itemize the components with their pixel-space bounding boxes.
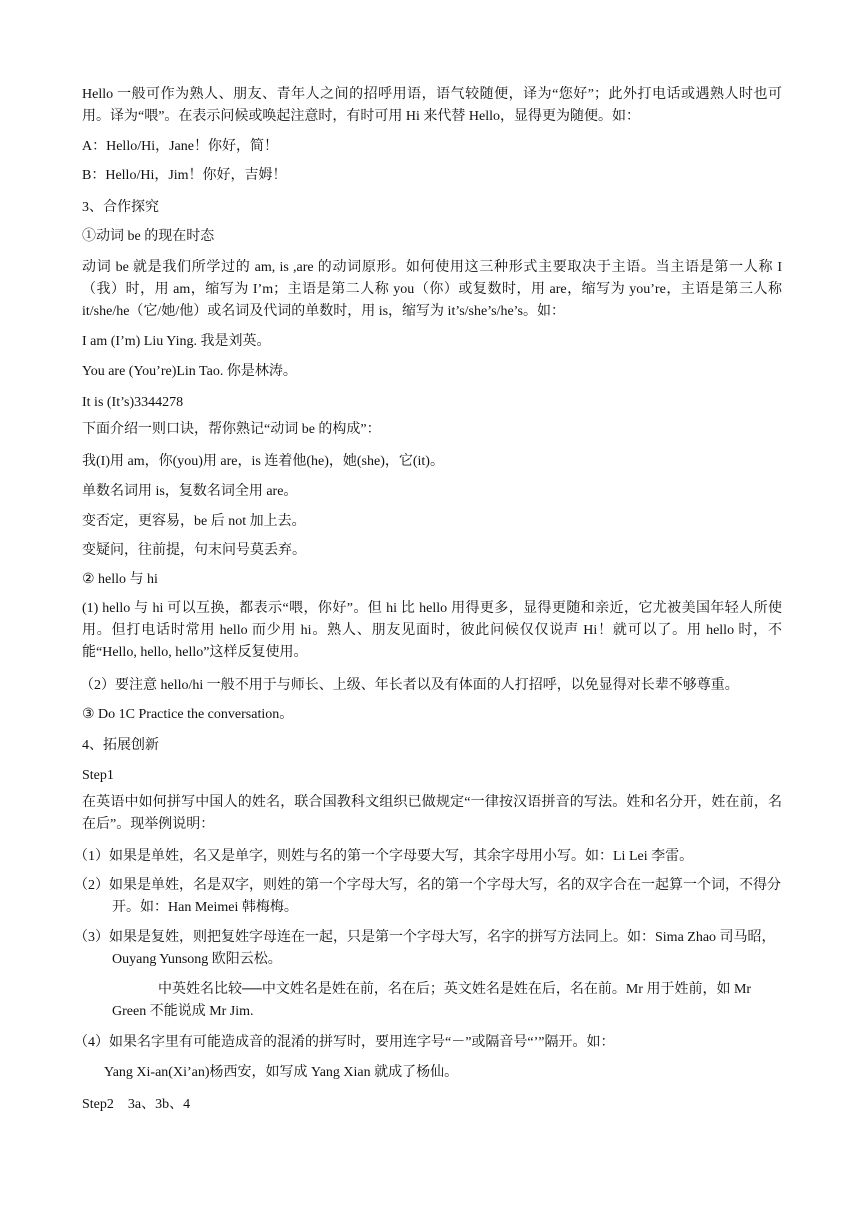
be-example-1: I am (I’m) Liu Ying. 我是刘英。 <box>82 334 271 349</box>
be-example-2: You are (You’re)Lin Tao. 你是林涛。 <box>82 364 297 379</box>
rhyme-line-2: 单数名词用 is，复数名词全用 are。 <box>82 484 298 499</box>
name-rule-4-example: Yang Xi-an(Xi’an)杨西安，如写成 Yang Xian 就成了杨仙。 <box>104 1065 459 1080</box>
example-b: B：Hello/Hi，Jim！你好，吉姆！ <box>82 168 287 183</box>
rhyme-intro: 下面介绍一则口诀，帮你熟记“动词 be 的构成”： <box>82 422 381 437</box>
name-rule-2: （2）如果是单姓，名是双字，则姓的第一个字母大写，名的第一个字母大写，名的双字合在一起算一个词，不得分开。如：Han Meimei 韩梅梅。 <box>74 878 781 915</box>
subsection-practice: ③ Do 1C Practice the conversation。 <box>82 707 294 722</box>
intro-paragraph: Hello 一般可作为熟人、朋友、青年人之间的招呼用语，语气较随便，译为“您好”；此外打电话或遇熟人时也可用。译为“喂”。在表示问候或唤起注意时，有时可用 Hi 来代替 Hello，显得更为随便。如： <box>82 87 782 124</box>
section-4-heading: 4、拓展创新 <box>82 738 159 753</box>
names-intro-paragraph: 在英语中如何拼写中国人的姓名，联合国教科文组织已做规定“一律按汉语拼音的写法。姓和名分开，姓在前，名在后”。现举例说明： <box>82 795 782 832</box>
name-rule-4: （4）如果名字里有可能造成音的混淆的拼写时，要用连字号“－”或隔音号“’”隔开。如： <box>74 1035 615 1050</box>
rhyme-line-3: 变否定，更容易，be 后 not 加上去。 <box>82 514 306 529</box>
rhyme-line-1: 我(I)用 am，你(you)用 are，is 连着他(he)，她(she)，它(it)。 <box>82 454 444 469</box>
subsection-hello-hi-heading: ② hello 与 hi <box>82 572 158 587</box>
name-comparison-note: 中英姓名比较──中文姓名是姓在前，名在后；英文姓名是姓在后，名在前。Mr 用于姓前，如 Mr Green 不能说成 Mr Jim. <box>112 982 752 1019</box>
hello-hi-point-1: (1) hello 与 hi 可以互换，都表示“喂，你好”。但 hi 比 hello 用得更多，显得更随和亲近，它尤被美国年轻人所使用。但打电话时常用 hello 而少用 hi。熟人、朋友见面时，彼此问候仅仅说声 Hi！就可以了。用 hello 时，不能“Hello, hello, hello”这样反复使用。 <box>82 601 782 660</box>
section-3-heading: 3、合作探究 <box>82 200 159 215</box>
be-explanation-paragraph: 动词 be 就是我们所学过的 am, is ,are 的动词原形。如何使用这三种形式主要取决于主语。当主语是第一人称 I（我）时，用 am，缩写为 I’m；主语是第二人称 you（你）或复数时，用 are，缩写为 you’re，主语是第三人称 it/she/he（它/她/他）或名词及代词的单数时，用 is，缩写为 it’s/she’s/he’s。如： <box>82 260 782 319</box>
be-example-3: It is (It’s)3344278 <box>82 395 184 410</box>
name-rule-3: （3）如果是复姓，则把复姓字母连在一起，只是第一个字母大写，名字的拼写方法同上。如：Sima Zhao 司马昭，Ouyang Yunsong 欧阳云松。 <box>74 930 776 967</box>
hello-hi-point-2: （2）要注意 hello/hi 一般不用于与师长、上级、年长者以及有体面的人打招呼，以免显得对长辈不够尊重。 <box>80 678 739 693</box>
step-2-label: Step2 3a、3b、4 <box>82 1097 191 1112</box>
rhyme-line-4: 变疑问，往前提，句末问号莫丢弃。 <box>82 543 306 558</box>
name-rule-1: （1）如果是单姓，名又是单字，则姓与名的第一个字母要大写，其余字母用小写。如：Li Lei 李雷。 <box>74 849 694 864</box>
step-1-label: Step1 <box>82 768 114 783</box>
example-a: A：Hello/Hi，Jane！你好，简！ <box>82 139 278 154</box>
subsection-be-heading: ①动词 be 的现在时态 <box>82 229 215 244</box>
